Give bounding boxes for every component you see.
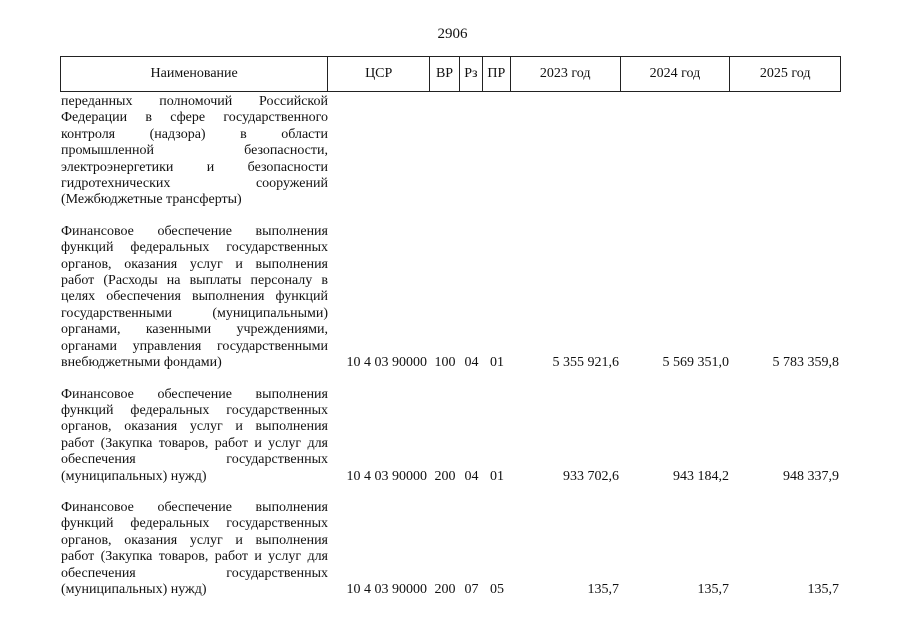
row-2024: 135,7 bbox=[697, 581, 729, 597]
row-csr: 10 4 03 90000 bbox=[346, 581, 427, 597]
row-2024: 943 184,2 bbox=[673, 468, 729, 484]
row-pr: 05 bbox=[490, 581, 504, 597]
header-csr: ЦСР bbox=[328, 57, 430, 91]
header-rz: Рз bbox=[460, 57, 483, 91]
row-name: переданных полномочий Российской Федерации в сфере государственного контроля (надзора) в области промышленной безопасности, электроэнергетики и безопасности гидротехнических сооружений (Межбюджетные трансферты) bbox=[61, 94, 328, 208]
budget-table bbox=[60, 56, 841, 598]
row-name: Финансовое обеспечение выполнения функций федеральных государственных органов, оказания услуг и выполнения работ (Закупка товаров, работ и услуг для обеспечения государственных (муниципальных) нужд) bbox=[61, 499, 328, 597]
row-2023: 5 355 921,6 bbox=[552, 355, 619, 371]
header-2023: 2023 год bbox=[511, 57, 621, 91]
table-row bbox=[60, 94, 841, 209]
row-csr: 10 4 03 90000 bbox=[346, 468, 427, 484]
row-2024: 5 569 351,0 bbox=[662, 355, 729, 371]
table-row bbox=[60, 387, 841, 485]
table-body bbox=[60, 94, 841, 598]
row-pr: 01 bbox=[490, 468, 504, 484]
page-number: 2906 bbox=[437, 26, 468, 42]
header-2024: 2024 год bbox=[621, 57, 731, 91]
row-pr: 01 bbox=[490, 355, 504, 371]
table-header-row bbox=[60, 56, 841, 92]
row-rz: 04 bbox=[464, 355, 479, 371]
row-rz: 07 bbox=[464, 581, 479, 597]
header-pr: ПР bbox=[483, 57, 511, 91]
row-name: Финансовое обеспечение выполнения функций федеральных государственных органов, оказания услуг и выполнения работ (Расходы на выплаты персоналу в целях обеспечения выполнения функций государственными (муниципальными) органами, казенными учреждениями, органами управления государственными внебюджетными фондами) bbox=[61, 223, 328, 371]
row-vr: 100 bbox=[434, 355, 456, 371]
row-csr: 10 4 03 90000 bbox=[346, 355, 427, 371]
row-2025: 135,7 bbox=[807, 581, 839, 597]
table-row bbox=[60, 500, 841, 598]
row-2025: 948 337,9 bbox=[783, 468, 839, 484]
row-2023: 933 702,6 bbox=[563, 468, 619, 484]
row-2023: 135,7 bbox=[587, 581, 619, 597]
header-vr: ВР bbox=[430, 57, 460, 91]
header-name: Наименование bbox=[61, 57, 328, 91]
header-2025: 2025 год bbox=[759, 66, 811, 81]
row-vr: 200 bbox=[434, 581, 456, 597]
row-vr: 200 bbox=[434, 468, 456, 484]
row-name: Финансовое обеспечение выполнения функций федеральных государственных органов, оказания услуг и выполнения работ (Закупка товаров, работ и услуг для обеспечения государственных (муниципальных) нужд) bbox=[61, 386, 328, 484]
row-rz: 04 bbox=[464, 468, 479, 484]
table-row bbox=[60, 224, 841, 372]
row-2025: 5 783 359,8 bbox=[772, 355, 839, 371]
